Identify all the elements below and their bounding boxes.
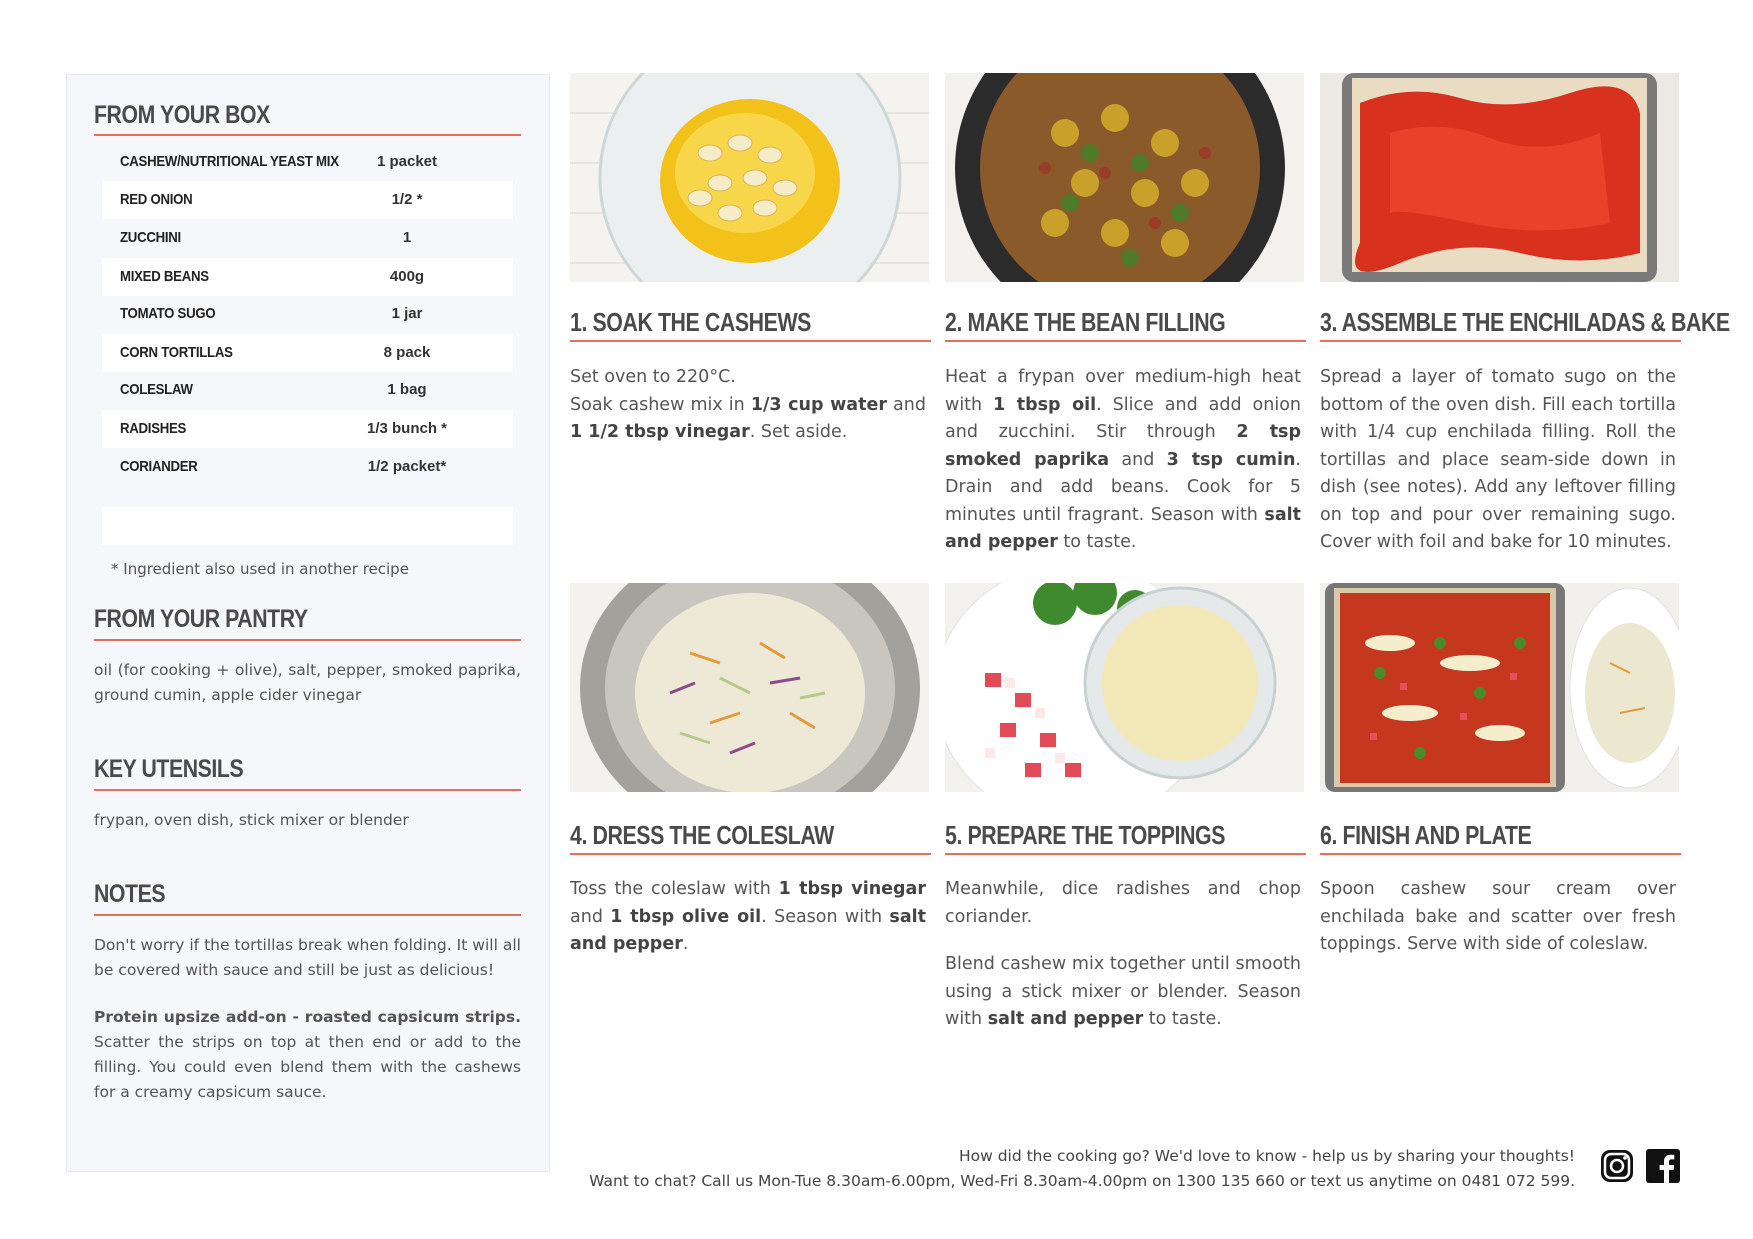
step-1-title: 1. SOAK THE CASHEWS <box>570 307 811 337</box>
instruction-emphasis: salt and pepper <box>945 504 1301 552</box>
step-divider <box>1320 853 1681 855</box>
ingredient-quantity: 1 bag <box>387 381 427 398</box>
ingredient-row <box>102 410 513 448</box>
ingredient-quantity: 1/3 bunch * <box>366 420 448 437</box>
ingredient-row <box>102 371 513 409</box>
ingredient-name: RADISHES <box>120 420 187 437</box>
step-6-photo <box>1320 583 1679 792</box>
instruction-text: . Set aside. <box>749 422 848 442</box>
contact-text: Want to chat? Call us Mon-Tue 8.30am-6.00pm, Wed-Fri 8.30am-4.00pm on 1300 135 660 or text us anytime on 0481 072 599. <box>589 1172 1575 1190</box>
instruction-emphasis: salt and pepper <box>987 1009 1144 1029</box>
ingredient-quantity: 8 pack <box>383 344 431 361</box>
ingredient-name: CORIANDER <box>120 458 198 475</box>
instruction-paragraph <box>570 876 926 959</box>
step-divider <box>570 340 931 342</box>
ingredient-row <box>102 448 513 486</box>
instruction-text: Spread a layer of tomato sugo on the bottom of the oven dish. Fill each tortilla with 1/4 cup enchilada filling. Roll the tortillas and place seam-side down in dish (see notes). Add any leftover filling on top and pour over remaining sugo. Cover with foil and bake for 10 minutes. <box>1320 367 1676 552</box>
ingredient-row <box>102 334 513 372</box>
instruction-text: and <box>1109 449 1167 470</box>
instruction-emphasis: 1/3 cup water <box>750 394 887 415</box>
ingredient-name: CASHEW/NUTRITIONAL YEAST MIX <box>120 153 339 170</box>
facebook-icon[interactable] <box>1645 1148 1681 1184</box>
step-6-title: 6. FINISH AND PLATE <box>1320 820 1532 850</box>
instruction-text: . Season with <box>761 906 890 927</box>
instruction-text: . Drain and add beans. Cook for 5 minutes until fragrant. Season with <box>945 449 1301 525</box>
step-6-instructions <box>1320 876 1676 959</box>
footer <box>589 1144 1575 1194</box>
instruction-paragraph <box>1320 364 1676 557</box>
instruction-text: to taste. <box>1143 1009 1222 1029</box>
empty-ingredient-row <box>102 507 513 545</box>
step-divider <box>945 340 1306 342</box>
notes-protein-text <box>94 1005 521 1105</box>
step-5-title: 5. PREPARE THE TOPPINGS <box>945 820 1226 850</box>
instagram-icon[interactable] <box>1599 1148 1635 1184</box>
ingredient-row <box>102 181 513 219</box>
ingredient-name: CORN TORTILLAS <box>120 344 233 361</box>
instruction-emphasis: 1 tbsp vinegar <box>778 879 926 899</box>
ingredient-row <box>102 143 513 181</box>
box-section-title: FROM YOUR BOX <box>94 101 270 129</box>
pantry-section-title: FROM YOUR PANTRY <box>94 605 308 633</box>
instruction-text: Heat a frypan over medium-high heat with <box>945 367 1301 415</box>
instruction-emphasis: salt and pepper <box>570 906 926 954</box>
instruction-text: Toss the coleslaw with <box>570 879 779 899</box>
instruction-text: Soak cashew mix in <box>570 394 751 415</box>
ingredient-quantity: 400g <box>389 268 425 285</box>
step-divider <box>945 853 1306 855</box>
ingredient-quantity: 1 jar <box>391 305 423 322</box>
instruction-text: Set oven to 220°C. <box>570 367 736 387</box>
step-3-title: 3. ASSEMBLE THE ENCHILADAS & BAKE <box>1320 307 1730 337</box>
instruction-emphasis: 1 tbsp oil <box>993 394 1097 415</box>
step-4-title: 4. DRESS THE COLESLAW <box>570 820 834 850</box>
instruction-text: . <box>682 934 689 954</box>
ingredient-quantity: 1/2 * <box>391 191 423 208</box>
step-5-photo <box>945 583 1304 792</box>
section-divider <box>94 914 521 916</box>
instruction-text: Meanwhile, dice radishes and chop coriander. <box>945 879 1301 927</box>
ingredient-row <box>102 219 513 257</box>
instruction-emphasis: 3 tsp cumin <box>1166 449 1296 470</box>
instruction-emphasis: 1 tbsp olive oil <box>610 906 762 927</box>
ingredient-row <box>102 295 513 333</box>
ingredient-name: MIXED BEANS <box>120 268 209 285</box>
instruction-text: and <box>886 394 926 415</box>
instruction-text: Spoon cashew sour cream over enchilada bake and scatter over fresh toppings. Serve with side of coleslaw. <box>1320 879 1676 954</box>
step-5-instructions <box>945 876 1301 1034</box>
ingredient-name: RED ONION <box>120 191 193 208</box>
notes-protein-body: Scatter the strips on top at then end or add to the filling. You could even blend them with the cashews for a creamy capsicum sauce. <box>94 1033 521 1101</box>
section-divider <box>94 789 521 791</box>
ingredient-quantity: 1 packet <box>376 153 438 170</box>
step-divider <box>570 853 931 855</box>
instruction-paragraph <box>570 392 926 447</box>
notes-protein-heading: Protein upsize add-on - roasted capsicum strips. <box>94 1008 521 1026</box>
step-2-instructions <box>945 364 1301 557</box>
instruction-text: to taste. <box>1057 532 1137 552</box>
pantry-text: oil (for cooking + olive), salt, pepper, smoked paprika, ground cumin, apple cider vinegar <box>94 661 521 704</box>
instruction-paragraph <box>1320 876 1676 959</box>
instruction-emphasis: 1 1/2 tbsp vinegar <box>570 422 750 442</box>
instruction-paragraph <box>945 951 1301 1034</box>
step-2-photo <box>945 73 1304 282</box>
step-divider <box>1320 340 1681 342</box>
utensils-text: frypan, oven dish, stick mixer or blender <box>94 811 409 829</box>
notes-section-title: NOTES <box>94 880 166 908</box>
step-2-title: 2. MAKE THE BEAN FILLING <box>945 307 1226 337</box>
utensils-section-title: KEY UTENSILS <box>94 755 244 783</box>
instruction-paragraph <box>945 876 1301 931</box>
ingredient-name: COLESLAW <box>120 381 193 398</box>
ingredient-quantity: 1 <box>402 229 412 246</box>
step-3-photo <box>1320 73 1679 282</box>
section-divider <box>94 134 521 136</box>
notes-text: Don't worry if the tortillas break when folding. It will all be covered with sauce and still be just as delicious! <box>94 936 521 979</box>
ingredient-row <box>102 258 513 296</box>
ingredients-sidebar <box>66 74 550 1172</box>
ingredient-quantity: 1/2 packet* <box>367 458 447 475</box>
step-4-photo <box>570 583 929 792</box>
instruction-paragraph <box>945 364 1301 557</box>
feedback-text: How did the cooking go? We'd love to know - help us by sharing your thoughts! <box>958 1147 1575 1165</box>
ingredient-footnote: * Ingredient also used in another recipe <box>111 560 409 578</box>
step-4-instructions <box>570 876 926 959</box>
instruction-text: . Slice and add onion and zucchini. Stir through <box>945 394 1302 442</box>
section-divider <box>94 639 521 641</box>
ingredient-name: TOMATO SUGO <box>120 305 216 322</box>
instruction-text: and <box>570 906 611 927</box>
instruction-paragraph <box>570 364 926 392</box>
step-1-instructions <box>570 364 926 447</box>
instruction-text: Blend cashew mix together until smooth using a stick mixer or blender. Season with <box>945 954 1301 1029</box>
ingredient-name: ZUCCHINI <box>120 229 181 246</box>
instruction-emphasis: 2 tsp smoked paprika <box>945 422 1301 470</box>
step-1-photo <box>570 73 929 282</box>
step-3-instructions <box>1320 364 1676 557</box>
